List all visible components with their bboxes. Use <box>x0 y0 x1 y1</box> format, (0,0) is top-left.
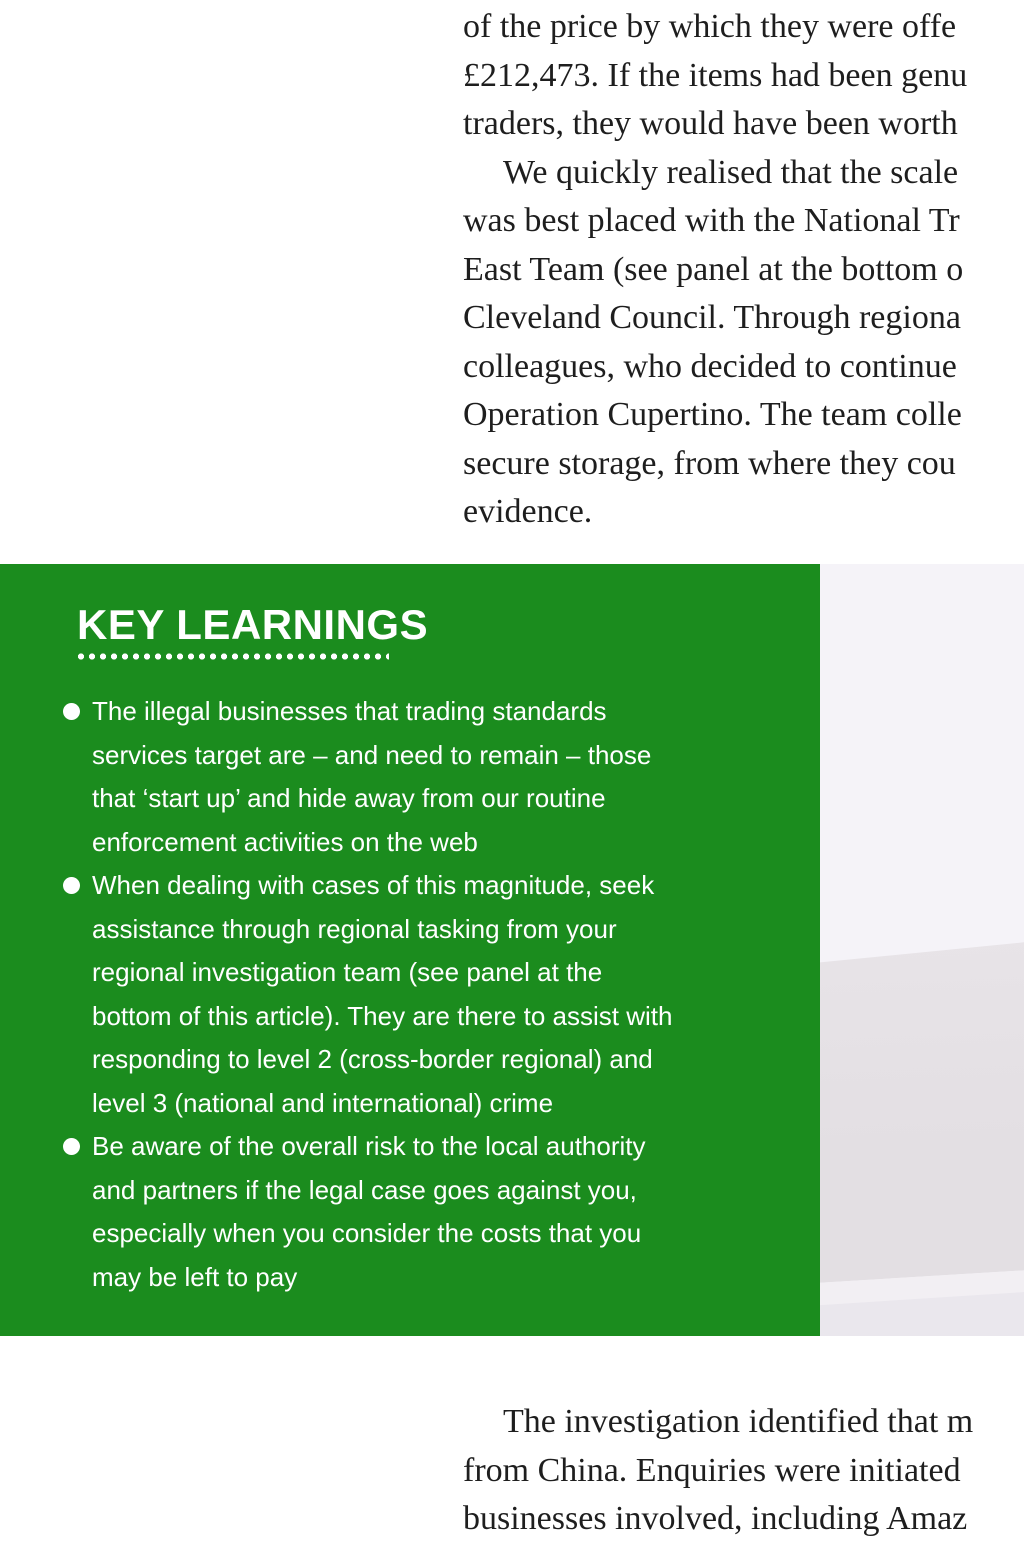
article-line: of the price by which they were offe <box>463 8 957 45</box>
article-line: We quickly realised that the scale <box>503 153 959 191</box>
bullet-line: may be left to pay <box>92 1261 298 1292</box>
list-item <box>63 1125 793 1299</box>
article-line: businesses involved, including Amaz <box>463 1500 968 1537</box>
bullet-line: responding to level 2 (cross-border regional) and <box>92 1044 653 1074</box>
bullet-line: assistance through regional tasking from your <box>92 913 617 944</box>
list-item <box>63 864 793 1125</box>
article-photo <box>820 564 1024 1336</box>
article-line: was best placed with the National Tr <box>463 202 960 239</box>
article-line: The investigation identified that m <box>503 1403 974 1440</box>
dotted-underline <box>77 652 389 661</box>
article-line: Cleveland Council. Through regiona <box>463 299 961 336</box>
bullet-line: regional investigation team (see panel at the <box>92 957 603 987</box>
article-line: traders, they would have been worth <box>463 105 958 142</box>
article-line: Operation Cupertino. The team colle <box>463 396 962 433</box>
key-learnings-title: KEY LEARNINGS <box>77 601 429 648</box>
article-line: colleagues, who decided to continue <box>463 347 957 385</box>
bullet-line: enforcement activities on the web <box>92 826 478 857</box>
bullet-line: level 3 (national and international) crime <box>92 1087 554 1118</box>
bullet-line: that ‘start up’ and hide away from our routine <box>92 783 606 813</box>
article-line: secure storage, from where they cou <box>463 444 956 482</box>
article-line: East Team (see panel at the bottom o <box>463 250 964 288</box>
bullet-icon <box>63 1138 80 1155</box>
key-learnings-panel <box>0 564 820 1336</box>
bullet-line: Be aware of the overall risk to the local authority <box>92 1131 646 1161</box>
bullet-line: and partners if the legal case goes against you, <box>92 1174 637 1205</box>
bullet-line: bottom of this article). They are there to assist with <box>92 1000 673 1031</box>
article-paragraph-top <box>463 3 1024 537</box>
bullet-icon <box>63 703 80 720</box>
article-paragraph-bottom <box>463 1398 1024 1544</box>
article-line: evidence. <box>463 493 593 530</box>
article-line: £212,473. If the items had been genu <box>463 56 968 94</box>
bullet-line: The illegal businesses that trading standards <box>92 696 607 726</box>
bullet-icon <box>63 877 80 894</box>
list-item <box>63 690 793 864</box>
photo-box-surface <box>820 564 1024 1336</box>
article-line: from China. Enquiries were initiated <box>463 1451 961 1489</box>
bullet-line: When dealing with cases of this magnitude, seek <box>92 870 655 900</box>
key-learnings-list <box>63 690 793 1299</box>
bullet-line: services target are – and need to remain – those <box>92 739 652 770</box>
bullet-line: especially when you consider the costs that you <box>92 1218 642 1248</box>
